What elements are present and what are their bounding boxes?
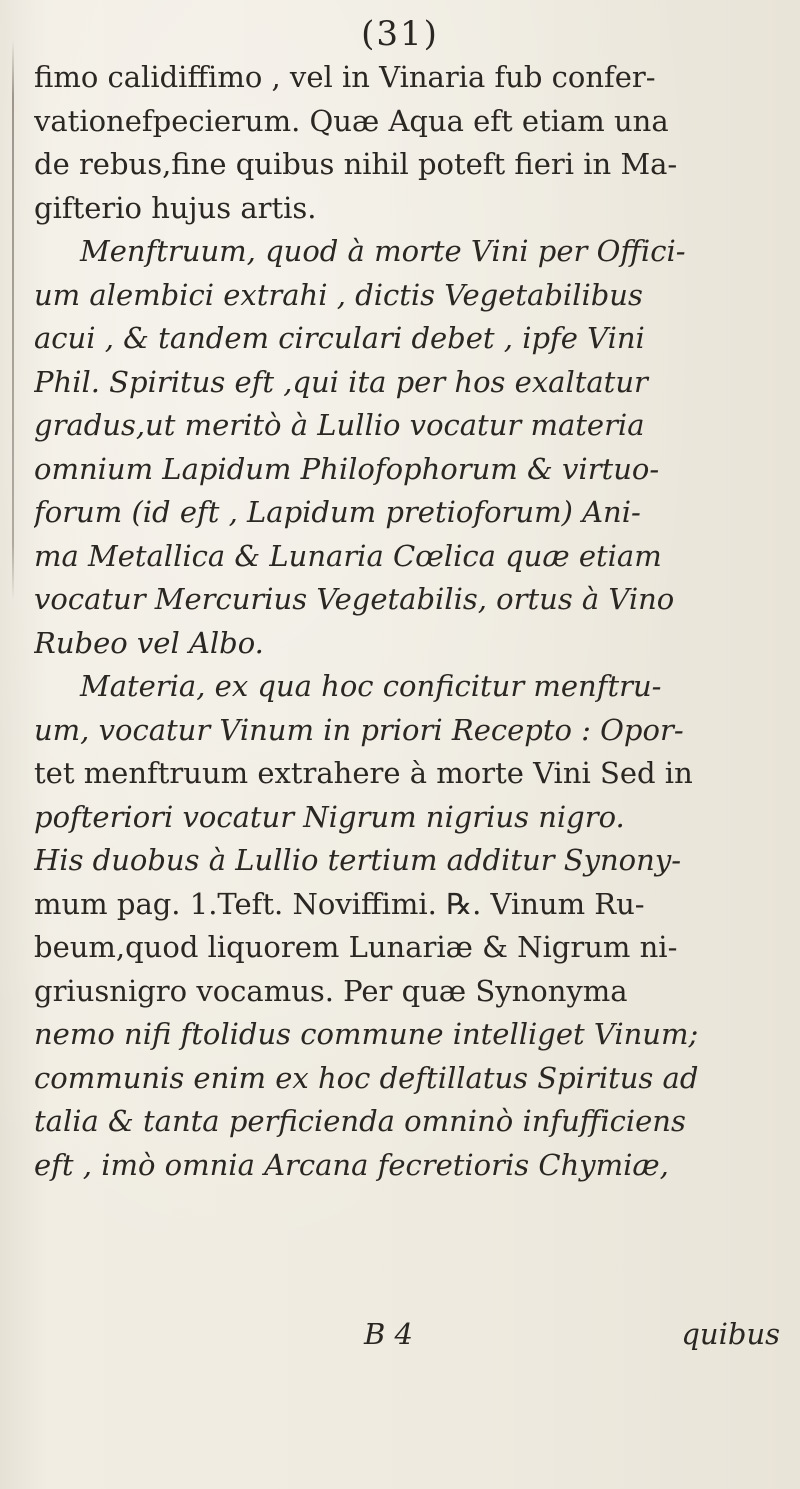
text-line: fimo calidiffimo , vel in Vinaria fub confer- <box>34 60 656 94</box>
text-line: forum (id eft , Lapidum pretioforum) Ani- <box>34 495 641 529</box>
text-line: um, vocatur Vinum in priori Recepto : Opor- <box>34 712 684 747</box>
text-line: gifterio hujus artis. <box>34 190 317 225</box>
text-line: omnium Lapidum Philofophorum & virtuo- <box>34 451 660 486</box>
text-line: Rubeo vel Albo. <box>34 625 264 660</box>
text-line: acui , & tandem circulari debet , ipfe Vini <box>34 321 645 355</box>
text-line: Phil. Spiritus eft ,qui ita per hos exaltatur <box>34 364 648 399</box>
text-line: nemo nifi ftolidus commune intelliget Vinum; <box>34 1017 699 1051</box>
text-line: beum,quod liquorem Lunariæ & Nigrum ni- <box>34 930 678 964</box>
text-line: pofteriori vocatur Nigrum nigrius nigro. <box>34 799 625 834</box>
text-line: um alembici extrahi , dictis Vegetabilibus <box>34 277 643 312</box>
text-line: talia & tanta perficienda omninò infufficiens <box>34 1104 686 1138</box>
footer-line <box>34 1312 790 1356</box>
text-line: Materia, ex qua hoc conficitur menftru- <box>80 669 662 703</box>
text-line: ma Metallica & Lunaria Cœlica quæ etiam <box>34 538 662 573</box>
text-line: eft , imò omnia Arcana fecretioris Chymiæ, <box>34 1147 669 1182</box>
text-line: tet menftruum extrahere à morte Vini Sed in <box>34 756 693 790</box>
text-line: gradus,ut meritò à Lullio vocatur materia <box>34 408 645 442</box>
text-line: communis enim ex hoc deftillatus Spiritus ad <box>34 1060 699 1095</box>
text-line: His duobus à Lullio tertium additur Synony- <box>34 843 682 877</box>
text-line: Menftruum, quod à morte Vini per Offici- <box>80 234 686 268</box>
text-line: vocatur Mercurius Vegetabilis, ortus à Vino <box>34 582 675 616</box>
signature-mark: B 4 <box>364 1317 413 1351</box>
text-line: mum pag. 1.Teft. Noviffimi. ℞. Vinum Ru- <box>34 886 645 921</box>
text-line: griusnigro vocamus. Per quæ Synonyma <box>34 973 628 1008</box>
body-text <box>34 56 790 1187</box>
catchword: quibus <box>681 1317 780 1351</box>
page-number: (31) <box>361 14 439 54</box>
text-line: de rebus,fine quibus nihil poteft fieri in Ma- <box>34 147 678 181</box>
gutter-shadow <box>12 40 14 600</box>
text-line: vationefpecierum. Quæ Aqua eft etiam una <box>34 103 669 138</box>
